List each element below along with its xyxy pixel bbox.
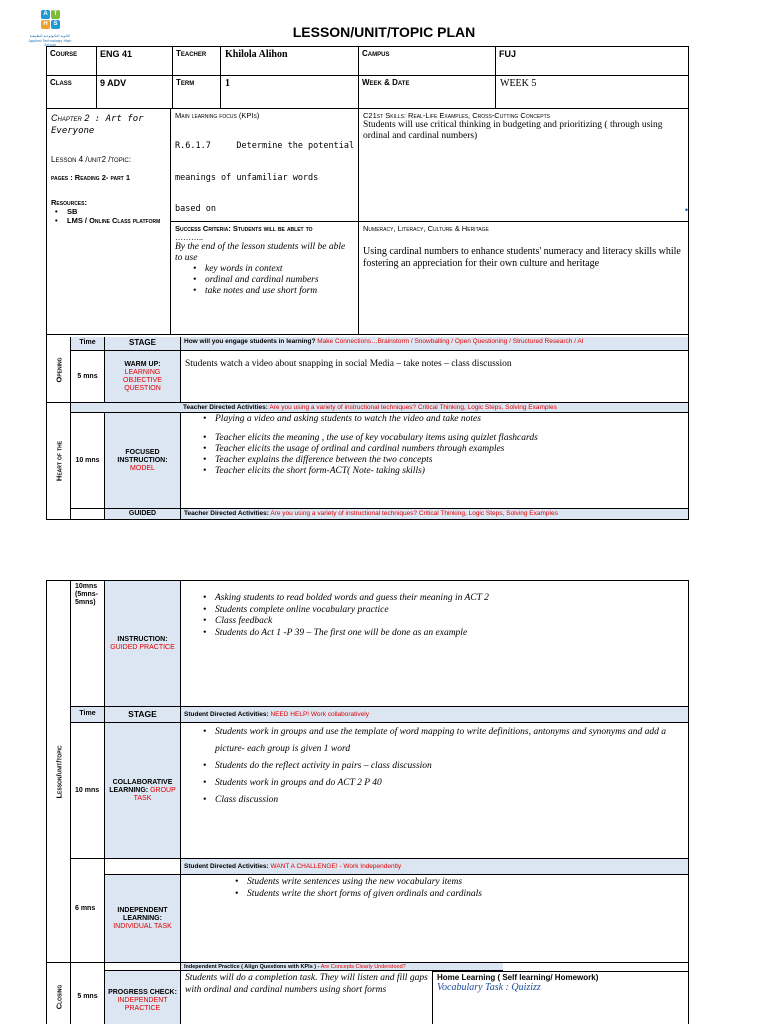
home-learning-cell: [433, 971, 688, 1024]
guided-time-cell: 10mns (5mns-5mns): [71, 581, 105, 707]
focused-time-cell: 10 mns: [71, 413, 105, 509]
guided-directed-bar: Teacher Directed Activities: Are you using a variety of instructional techniques? Critical Thinking, Logic Steps, Solving Examples: [181, 509, 688, 519]
kpi-cell: [171, 109, 359, 221]
independent-time: 6 mns: [75, 905, 96, 912]
c21-label: C21st Skills: Real-Life Examples, Cross-Cutting Concepts: [363, 111, 550, 120]
kpi-text: R.6.1.7 Determine the potential meanings of unfamiliar words based on: [175, 141, 355, 214]
chapter-cell: [47, 109, 171, 335]
numeracy-text: Using cardinal numbers to enhance students' numeracy and literacy skills while fostering an appreciation for their own culture and heritage: [363, 246, 681, 269]
progress-stage-top: [105, 963, 181, 971]
course-value-cell: ENG 41: [97, 47, 173, 76]
c21-skills-cell: [359, 109, 688, 221]
teacher-value-cell: Khilola Alihon: [221, 47, 359, 76]
campus-value-cell: FUJ: [496, 47, 688, 76]
stage-header-2: STAGE: [105, 707, 181, 723]
success-intro: By the end of the lesson students will be able to use: [175, 242, 346, 263]
logo-caption-line: الثانوية التكنولوجية التطبيقية: [29, 34, 71, 38]
lesson-plan-table-part2: [46, 580, 689, 1024]
teacher-label-cell: Teacher: [173, 47, 221, 76]
progress-activity-cell: Students will do a completion task. They will listen and fill gaps with ordinal and cardinal numbers using short forms: [181, 971, 433, 1024]
c21-text: Students will use critical thinking in budgeting and prioritizing ( through using ordinal and cardinal numbers): [363, 120, 663, 141]
guided-stage-stub: GUIDED: [105, 509, 181, 519]
opening-side-cell: Opening: [47, 337, 71, 403]
time-header-2: Time: [71, 707, 105, 723]
independent-activity-cell: [181, 875, 688, 963]
independent-stage-cell: INDEPENDENT LEARNING: INDIVIDUAL TASK: [105, 875, 181, 963]
collab-activity-cell: [181, 723, 688, 859]
independent-list: • Students write sentences using the new vocabulary items • Students write the short forms of given ordinals and cardinals: [231, 876, 684, 900]
lesson-side-cell: Lesson/unit/topic: [47, 581, 71, 963]
pages-line: pages : Reading 2- part 1: [51, 173, 130, 182]
independent-stage-blank: [105, 859, 181, 875]
student-directed-bar: Student Directed Activities: NEED HELP! Work collaboratively: [181, 707, 688, 723]
term-value-cell: 1: [221, 76, 359, 109]
page-title: LESSON/UNIT/TOPIC PLAN: [292, 24, 476, 40]
lesson-plan-table-part1: [46, 46, 689, 520]
resources-label: Resources:: [51, 198, 87, 207]
engage-bar: How will you engage students in learning? Make Connections…Brainstorm / Snowballing / Open Questioning / Structured Research / AI: [181, 337, 688, 351]
guided-stage-cell: INSTRUCTION: GUIDED PRACTICE: [105, 581, 181, 707]
logo-square-s: S: [51, 20, 60, 29]
progress-time-cell: 5 mns: [71, 963, 105, 1024]
class-value-cell: 9 ADV: [97, 76, 173, 109]
term-label-cell: Term: [173, 76, 221, 109]
heart-side-cell: Heart of the: [47, 403, 71, 519]
numeracy-cell: [359, 221, 688, 335]
collab-list: • Students work in groups and use the template of word mapping to write definitions, antonyms and synonyms and add a picture- each group is given 1 word • Students do the reflect activity in pairs – class discussion • Students work in groups and do ACT 2 P 40 • Class discussion: [199, 724, 684, 809]
progress-stage-cell: PROGRESS CHECK: INDEPENDENT PRACTICE: [105, 971, 181, 1024]
guided-list: • Asking students to read bolded words and guess their meaning in ACT 2 • Students complete online vocabulary practice • Class feedback • Students do Act 1 -P 39 – The first one will be done as an example: [199, 593, 684, 639]
success-label: Success Criteria: Students will be ablet to: [175, 224, 313, 233]
resources-list: [51, 207, 166, 225]
success-list: • key words in context • ordinal and cardinal numbers • take notes and use short form: [189, 264, 354, 297]
week-value-cell: WEEK 5: [496, 76, 688, 109]
opening-time-cell: 5 mns: [71, 351, 105, 403]
warmup-stage-cell: WARM UP: LEARNING OBJECTIVE QUESTION: [105, 351, 181, 403]
campus-label-cell: Campus: [359, 47, 496, 76]
resource-item: • SB: [51, 207, 166, 216]
resource-item: • LMS / Online Class platform: [51, 216, 166, 225]
stage-header: STAGE: [105, 337, 181, 351]
teacher-directed-bar: Teacher Directed Activities: Are you using a variety of instructional techniques? Critical Thinking, Logic Steps, Solving Examples: [71, 403, 688, 413]
course-label-cell: Course: [47, 47, 97, 76]
week-label-cell: Week & Date: [359, 76, 496, 109]
collab-stage-cell: COLLABORATIVE LEARNING: GROUP TASK: [105, 723, 181, 859]
focused-stage-cell: FOCUSED INSTRUCTION: MODEL: [105, 413, 181, 509]
lesson-line: Lesson 4 /unit2 /topic:: [51, 155, 131, 164]
closing-side-cell: Closing: [47, 963, 71, 1024]
time-header: Time: [71, 337, 105, 351]
logo-square-t: T: [51, 10, 60, 19]
work-independently-bar: Student Directed Activities: WANT A CHALLENGE! - Work Independently: [181, 859, 688, 875]
dot-marker: •: [684, 205, 688, 215]
logo-square-a: A: [41, 10, 50, 19]
guided-time-stub: [71, 509, 105, 519]
success-criteria-cell: Success Criteria: Students will be ablet to ……….. By the end of the lesson students will be able to use • key words in context • ordinal and cardinal numbers • take notes and use short form: [171, 221, 359, 335]
homework-text: Vocabulary Task : Quizizz: [437, 982, 541, 993]
collab-time-cell: 10 mns: [71, 723, 105, 859]
logo-caption-line: Applied Technology High School: [28, 38, 72, 47]
focused-list: • Playing a video and asking students to watch the video and take notes • Teacher elicits the meaning , the use of key vocabulary items using quizlet flashcards • Teacher elicits the usage of ordinal and cardinal numbers through examples • Teacher explains the difference between the two concepts • Teacher elicits the short form-ACT( Note- taking skills): [199, 414, 684, 477]
class-label-cell: Class: [47, 76, 97, 109]
homework-label: Home Learning ( Self learning/ Homework): [437, 973, 599, 982]
numeracy-label: Numeracy, Literacy, Culture & Heritage: [363, 224, 489, 233]
kpi-label: Main learning focus (KPIs): [175, 111, 260, 120]
focused-activity-cell: [181, 413, 688, 509]
warmup-activity-cell: Students watch a video about snapping in social Media – take notes – class discussion: [181, 351, 688, 403]
chapter-line: Chapter 2 : Art for Everyone: [51, 113, 144, 136]
guided-activity-cell: [181, 581, 688, 707]
logo-square-h: H: [41, 20, 50, 29]
independent-practice-bar: Independent Practice ( Align Questions with KPIs ) - Are Concepts Clearly Understood?: [181, 963, 503, 971]
